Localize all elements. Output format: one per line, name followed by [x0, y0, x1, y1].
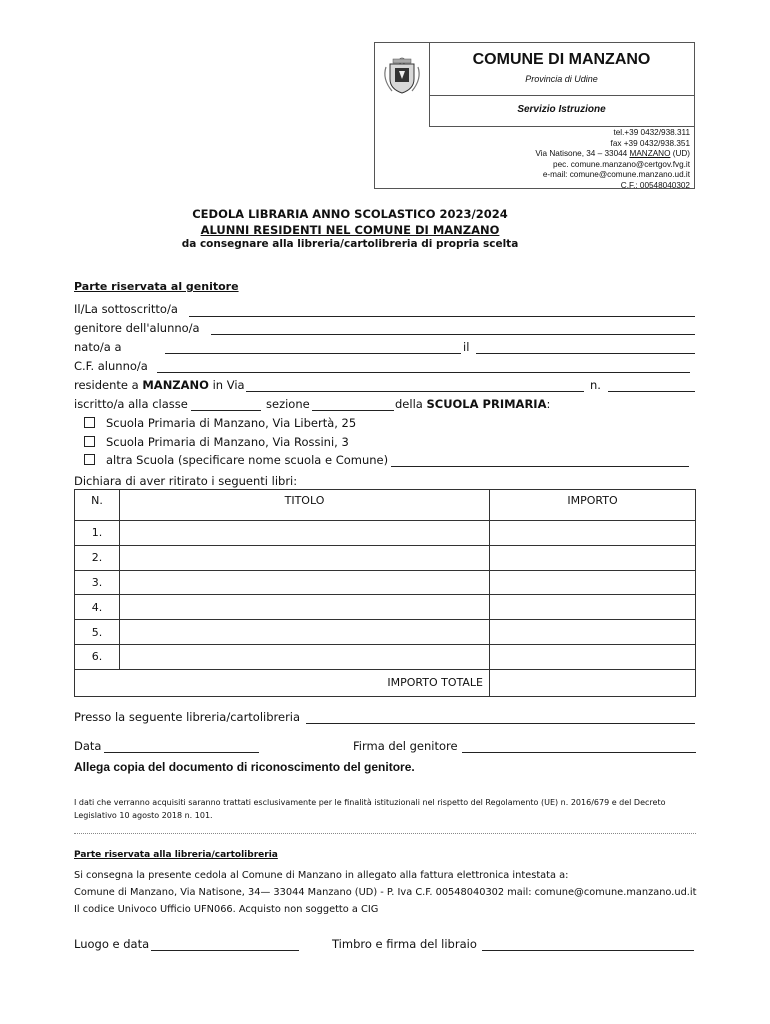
- titolo-cell[interactable]: [120, 644, 490, 669]
- row-number: 1.: [75, 521, 120, 546]
- option-altra[interactable]: [84, 453, 388, 467]
- title-line-2: ALUNNI RESIDENTI NEL COMUNE DI MANZANO: [200, 223, 500, 237]
- privacy-line-2: Legislativo 10 agosto 2018 n. 101.: [74, 811, 213, 820]
- header-box: [374, 42, 695, 189]
- row-number: 3.: [75, 570, 120, 595]
- comune-title-cell: [429, 43, 694, 96]
- libreria-text: [74, 867, 714, 918]
- title-line-1: CEDOLA LIBRARIA ANNO SCOLASTICO 2023/2024: [192, 207, 508, 221]
- contact-cell: [375, 126, 694, 188]
- table-row: [75, 545, 696, 570]
- titolo-cell[interactable]: [120, 595, 490, 620]
- field-sottoscritto[interactable]: [189, 316, 695, 317]
- checkbox-liberta[interactable]: [84, 417, 95, 428]
- label-dichiara: Dichiara di aver ritirato i seguenti libri:: [74, 474, 298, 488]
- contact-email: e-mail: comune@comune.manzano.ud.it: [542, 170, 690, 179]
- label-sezione: sezione: [266, 397, 310, 411]
- field-luogo-data[interactable]: [151, 950, 299, 951]
- privacy-line-1: I dati che verranno acquisiti saranno trattati esclusivamente per le finalità istituzionali nel rispetto del Regolamento (UE) n. 2016/679 e del Decreto: [74, 798, 666, 807]
- label-genitore: genitore dell'alunno/a: [74, 321, 200, 335]
- table-row: [75, 620, 696, 645]
- address-street: Via Natisone, 34 – 33044: [535, 149, 630, 158]
- importo-totale-label: IMPORTO TOTALE: [75, 669, 490, 696]
- field-altra-scuola[interactable]: [391, 466, 689, 467]
- importo-cell[interactable]: [490, 644, 696, 669]
- titolo-cell[interactable]: [120, 545, 490, 570]
- label-timbro: Timbro e firma del libraio: [332, 937, 477, 951]
- label-firma: Firma del genitore: [353, 739, 458, 753]
- label-scuola: [395, 397, 550, 411]
- col-importo-header: IMPORTO: [490, 490, 696, 521]
- label-presso: Presso la seguente libreria/cartolibreria: [74, 710, 301, 724]
- contact-pec: pec. comune.manzano@certgov.fvg.it: [553, 159, 690, 169]
- libreria-line-3: Il codice Univoco Ufficio UFN066. Acquisto non soggetto a CIG: [74, 904, 379, 915]
- checkbox-altra[interactable]: [84, 454, 95, 465]
- title-line-3: da consegnare alla libreria/cartolibreria di propria scelta: [181, 238, 519, 250]
- option-liberta-label: Scuola Primaria di Manzano, Via Libertà, 25: [105, 416, 357, 430]
- field-data-nascita[interactable]: [476, 353, 695, 354]
- row-number: 6.: [75, 644, 120, 669]
- books-table: [74, 489, 696, 697]
- contact-fax: fax +39 0432/938.351: [610, 138, 690, 148]
- row-number: 2.: [75, 545, 120, 570]
- importo-cell[interactable]: [490, 620, 696, 645]
- libreria-line-2: Comune di Manzano, Via Natisone, 34— 33044 Manzano (UD) - P. Iva C.F. 00548040302 mail: comune@comune.manzano.ud.it: [74, 887, 697, 898]
- row-number: 4.: [75, 595, 120, 620]
- residente-post: in Via: [208, 378, 245, 392]
- col-n-header: N.: [75, 490, 120, 521]
- option-rossini-label: Scuola Primaria di Manzano, Via Rossini, 3: [105, 435, 349, 449]
- table-row: [75, 570, 696, 595]
- field-classe[interactable]: [191, 410, 261, 411]
- label-residente: [74, 378, 245, 392]
- separator-line: [74, 833, 696, 834]
- address-city: MANZANO: [629, 149, 671, 158]
- della-text: della: [395, 397, 427, 411]
- residente-pre: residente a: [74, 378, 143, 392]
- field-libreria[interactable]: [306, 723, 695, 724]
- colon-text: :: [546, 397, 551, 411]
- importo-cell[interactable]: [490, 595, 696, 620]
- scuola-primaria-text: SCUOLA PRIMARIA: [426, 397, 547, 411]
- table-row: [75, 521, 696, 546]
- document-title: [180, 206, 520, 238]
- allega-notice: Allega copia del documento di riconoscimento del genitore.: [74, 760, 415, 774]
- label-luogo-data: Luogo e data: [74, 937, 150, 951]
- coat-of-arms-icon: [375, 43, 429, 126]
- contact-cf: C.F.: 00548040302: [620, 180, 690, 190]
- parent-section-heading: Parte riservata al genitore: [74, 280, 239, 293]
- label-iscritto: iscritto/a alla classe: [74, 397, 188, 411]
- label-data: Data: [74, 739, 102, 753]
- label-nato: nato/a a: [74, 340, 122, 354]
- field-cf[interactable]: [157, 372, 690, 373]
- libreria-line-1: Si consegna la presente cedola al Comune di Manzano in allegato alla fattura elettronica intestata a:: [74, 870, 569, 881]
- servizio-cell: [429, 95, 694, 127]
- table-header-row: [75, 490, 696, 521]
- field-numero[interactable]: [608, 391, 695, 392]
- privacy-notice: [74, 796, 696, 822]
- comune-name: COMUNE DI MANZANO: [472, 51, 651, 68]
- residente-city: MANZANO: [142, 378, 209, 392]
- option-altra-label: altra Scuola (specificare nome scuola e Comune): [105, 453, 389, 467]
- label-il: il: [463, 340, 470, 354]
- label-sottoscritto: Il/La sottoscritto/a: [74, 302, 178, 316]
- table-row: [75, 595, 696, 620]
- field-luogo-nascita[interactable]: [165, 353, 461, 354]
- address-prov: (UD): [670, 149, 690, 158]
- titolo-cell[interactable]: [120, 570, 490, 595]
- table-total-row: [75, 669, 696, 696]
- libreria-section-heading: Parte riservata alla libreria/cartolibreria: [74, 850, 278, 860]
- table-row: [75, 644, 696, 669]
- importo-cell[interactable]: [490, 521, 696, 546]
- field-sezione[interactable]: [312, 410, 394, 411]
- label-numero: n.: [590, 378, 601, 392]
- row-number: 5.: [75, 620, 120, 645]
- importo-totale-cell[interactable]: [490, 669, 696, 696]
- label-cf: C.F. alunno/a: [74, 359, 148, 373]
- servizio: Servizio Istruzione: [517, 104, 606, 115]
- provincia: Provincia di Udine: [525, 74, 598, 84]
- contact-tel: tel.+39 0432/938.311: [613, 128, 690, 137]
- field-timbro-firma[interactable]: [482, 950, 694, 951]
- option-liberta[interactable]: [84, 416, 356, 430]
- field-via[interactable]: [246, 391, 584, 392]
- field-data[interactable]: [104, 752, 259, 753]
- titolo-cell[interactable]: [120, 620, 490, 645]
- contact-address: [375, 149, 690, 160]
- titolo-cell[interactable]: [120, 521, 490, 546]
- checkbox-rossini[interactable]: [84, 436, 95, 447]
- importo-cell[interactable]: [490, 570, 696, 595]
- col-titolo-header: TITOLO: [120, 490, 490, 521]
- coat-of-arms-cell: [375, 43, 430, 126]
- option-rossini[interactable]: [84, 435, 349, 449]
- field-firma-genitore[interactable]: [462, 752, 696, 753]
- field-genitore[interactable]: [211, 334, 695, 335]
- importo-cell[interactable]: [490, 545, 696, 570]
